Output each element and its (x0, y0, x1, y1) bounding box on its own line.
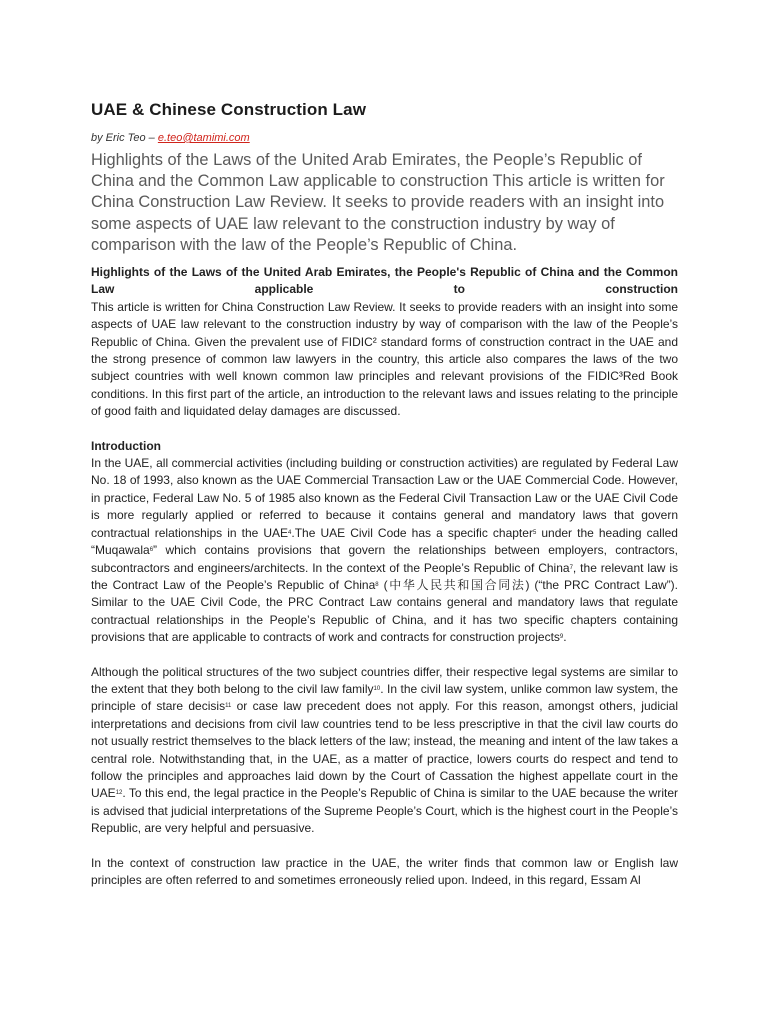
intro-paragraph: This article is written for China Construction Law Review. It seeks to provide readers with an insight into some aspects of UAE law relevant to the construction industry by way of comparison with the law of the People’s Republic of China. Given the prevalent use of FIDIC² standard forms of construction contract in the UAE and the strong presence of common law lawyers in the country, this article also compares the laws of the two subject countries with well known common law principles and relevant provisions of the FIDIC³Red Book conditions. In this first part of the article, an introduction to the relevant laws and issues relating to the principle of good faith and liquidated delay damages are discussed. (91, 299, 678, 419)
highlights-heading: Highlights of the Laws of the United Arab Emirates, the People's Republic of China and the Common Law applicable to construction (91, 265, 678, 297)
paragraph-1: In the UAE, all commercial activities (including building or construction activities) are regulated by Federal Law No. 18 of 1993, also known as the UAE Commercial Transaction Law or the UAE Commercial Code. However, in practice, Federal Law No. 5 of 1985 also known as the Federal Civil Transaction Law or the UAE Civil Code is more regularly applied or referred to because it contains general and mandatory laws that govern contractual relationships in the UAE$^4$.The UAE Civil Code has a specific chapter$^5$ under the heading called “Muqawala$^6$” which contains provisions that govern the relationships between employers, contractors, subcontractors and engineers/architects. In the context of the People’s Republic of China$^7$, the relevant law is the Contract Law of the People’s Republic of China$^8$ (中华人民共和国合同法) (“the PRC Contract Law”). Similar to the UAE Civil Code, the PRC Contract Law contains general and mandatory laws that regulate contractual relationships in the People’s Republic of China, and it has two specific chapters containing provisions that are applicable to contracts of work and contracts for construction projects$^9$. (91, 456, 679, 645)
footnote-ref: 6 (149, 547, 154, 554)
article-byline (91, 132, 250, 144)
introduction-section (91, 438, 678, 647)
footnote-ref: 11 (225, 703, 232, 710)
paragraph-3: In the context of construction law practice in the UAE, the writer finds that common law or English law principles are often referred to and sometimes erroneously relied upon. Indeed, in this regard, Essam Al (91, 855, 678, 887)
article-title: UAE & Chinese Construction Law (91, 100, 367, 119)
article-lead: Highlights of the Laws of the United Arab Emirates, the People’s Republic of China and the Common Law applicable to construction This article is written for China Construction Law Review. It seeks to provide readers with an insight into some aspects of UAE law relevant to the construction industry by way of comparison with the law of the People’s Republic of China. (91, 151, 665, 254)
footnote-ref: 8 (375, 581, 379, 588)
footnote-ref: 9 (559, 634, 564, 641)
article-body (91, 264, 678, 906)
introduction-heading: Introduction (91, 438, 161, 453)
footnote-ref: 12 (115, 790, 123, 797)
paragraph-2: Although the political structures of the two subject countries differ, their respective legal systems are similar to the extent that they both belong to the civil law family$^{10}$. In the civil law system, unlike common law system, the principle of stare decisis$^{11}$ or case law precedent does not apply. For this reason, amongst others, judicial interpretations and decisions from civil law countries tend to be less prescriptive in that the civil law courts do not usually restrict themselves to the black letters of the law; instead, the meaning and intent of the law takes a central role. Notwithstanding that, in the UAE, as a matter of practice, lowers courts do respect and tend to follow the principles and approaches laid down by the Court of Cassation the highest appellate court in the UAE$^{12}$. To this end, the legal practice in the People’s Republic of China is similar to the UAE because the writer is advised that judicial interpretations of the Supreme People’s Court, which is the highest court in the People’s Republic, are very helpful and persuasive. (91, 664, 678, 836)
author-email-link[interactable]: e.teo@tamimi.com (157, 132, 250, 144)
footnote-ref: 5 (532, 529, 537, 536)
footnote-ref: 10 (373, 685, 381, 692)
byline-author: by Eric Teo – (91, 132, 158, 144)
footnote-ref: 4 (288, 529, 292, 536)
highlights-section (91, 264, 678, 421)
footnote-ref: 7 (569, 564, 573, 571)
